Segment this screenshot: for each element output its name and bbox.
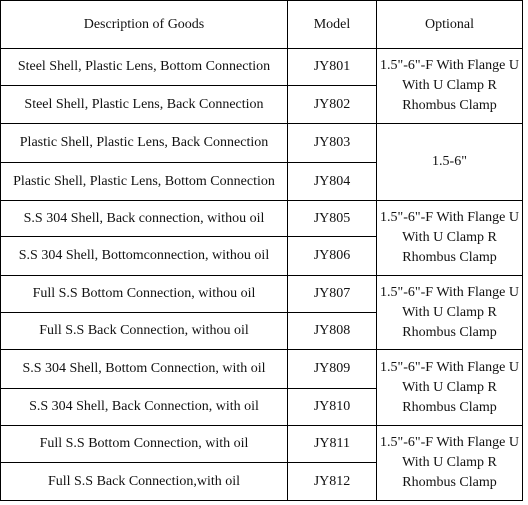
model-cell: JY803 <box>288 124 377 163</box>
model-cell: JY810 <box>288 389 377 426</box>
description-cell: Full S.S Back Connection,with oil <box>1 463 288 501</box>
description-cell: Steel Shell, Plastic Lens, Back Connection <box>1 86 288 124</box>
model-cell: JY808 <box>288 313 377 350</box>
model-cell: JY807 <box>288 276 377 313</box>
description-cell: S.S 304 Shell, Back Connection, with oil <box>1 389 288 426</box>
optional-cell: 1.5-6" <box>377 124 523 201</box>
table-row <box>1 426 523 463</box>
header-row <box>1 1 523 49</box>
description-cell: Full S.S Bottom Connection, withou oil <box>1 276 288 313</box>
table-row <box>1 350 523 389</box>
model-cell: JY806 <box>288 237 377 276</box>
table-row <box>1 201 523 237</box>
table-row <box>1 124 523 163</box>
model-cell: JY812 <box>288 463 377 501</box>
model-cell: JY809 <box>288 350 377 389</box>
header-description: Description of Goods <box>1 1 288 49</box>
table-row <box>1 276 523 313</box>
description-cell: Full S.S Bottom Connection, with oil <box>1 426 288 463</box>
header-model: Model <box>288 1 377 49</box>
optional-cell: 1.5"-6"-F With Flange U With U Clamp R Rhombus Clamp <box>377 49 523 124</box>
description-cell: S.S 304 Shell, Bottomconnection, withou oil <box>1 237 288 276</box>
description-cell: S.S 304 Shell, Bottom Connection, with oil <box>1 350 288 389</box>
description-cell: Plastic Shell, Plastic Lens, Bottom Connection <box>1 163 288 201</box>
model-cell: JY805 <box>288 201 377 237</box>
model-cell: JY804 <box>288 163 377 201</box>
model-cell: JY811 <box>288 426 377 463</box>
header-optional: Optional <box>377 1 523 49</box>
optional-cell: 1.5"-6"-F With Flange U With U Clamp R Rhombus Clamp <box>377 350 523 426</box>
model-cell: JY802 <box>288 86 377 124</box>
table-row <box>1 49 523 86</box>
optional-cell: 1.5"-6"-F With Flange U With U Clamp R Rhombus Clamp <box>377 201 523 276</box>
description-cell: S.S 304 Shell, Back connection, withou oil <box>1 201 288 237</box>
description-cell: Steel Shell, Plastic Lens, Bottom Connection <box>1 49 288 86</box>
description-cell: Full S.S Back Connection, withou oil <box>1 313 288 350</box>
optional-cell: 1.5"-6"-F With Flange U With U Clamp R Rhombus Clamp <box>377 276 523 350</box>
optional-cell: 1.5"-6"-F With Flange U With U Clamp R Rhombus Clamp <box>377 426 523 501</box>
model-cell: JY801 <box>288 49 377 86</box>
description-cell: Plastic Shell, Plastic Lens, Back Connection <box>1 124 288 163</box>
